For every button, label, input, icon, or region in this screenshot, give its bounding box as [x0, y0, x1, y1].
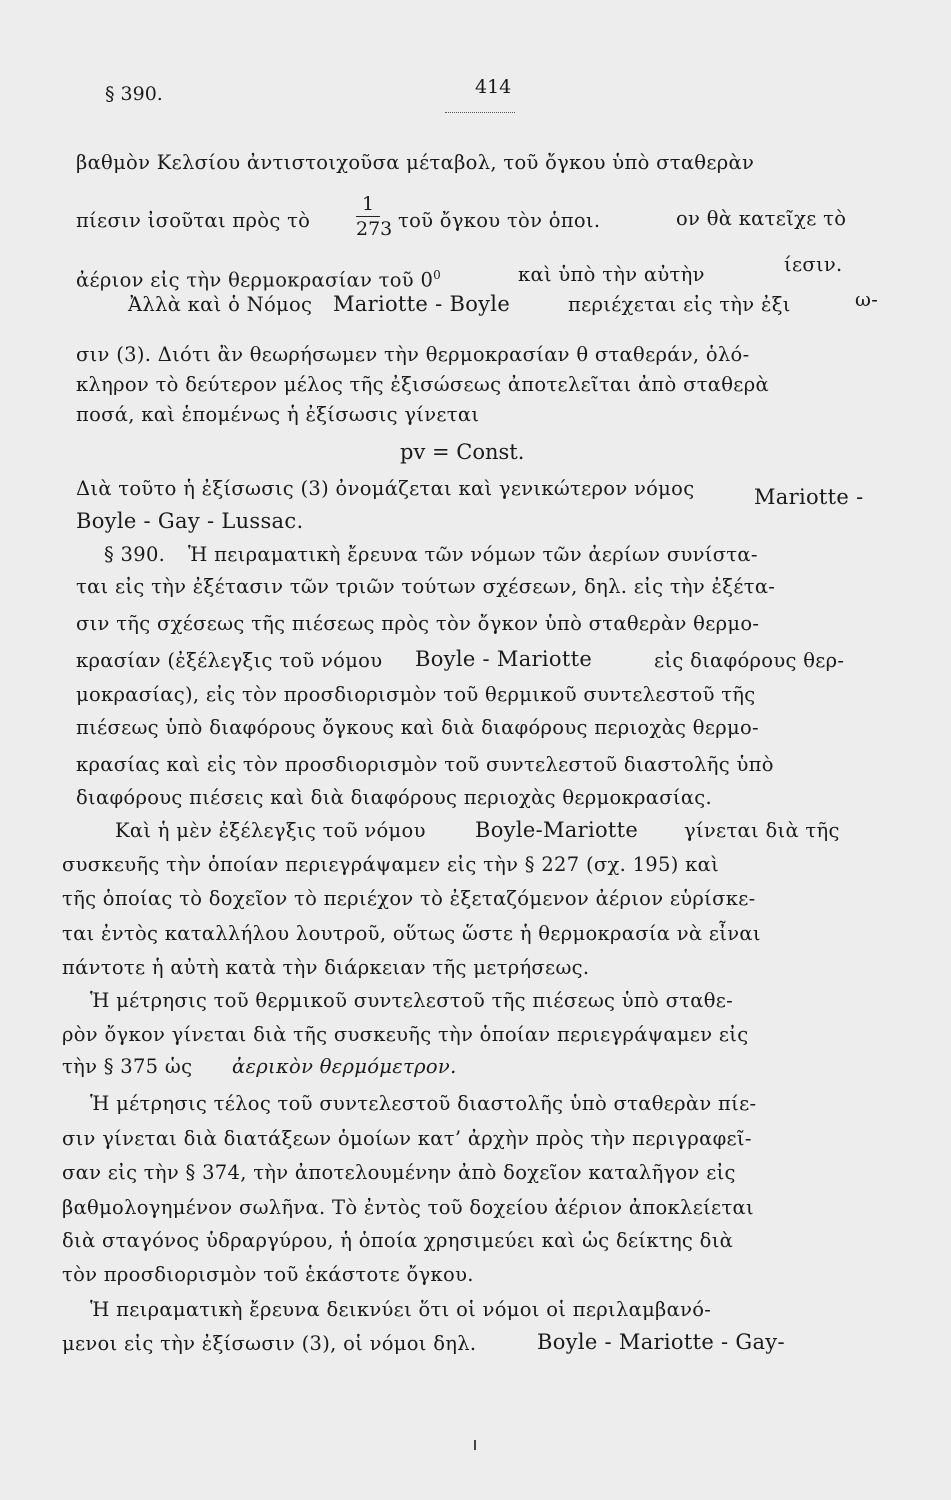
text-line-9-latin: Boyle - Gay - Lussac. [76, 509, 304, 533]
text-line-17: διαφόρους πιέσεις καὶ διὰ διαφόρους περιοχὰς θερμοκρασίας. [76, 786, 713, 809]
text-line-8a: Διὰ τοῦτο ἡ ἐξίσωσις (3) ὀνομάζεται καὶ γενικώτερον νόμος [76, 477, 695, 500]
text-line-27: σιν γίνεται διὰ διατάξεων ὁμοίων κατ’ ἀρχὴν πρὸς τὴν περιγραφεῖ- [62, 1127, 752, 1150]
text-line-30: διὰ σταγόνος ὑδραργύρου, ἡ ὁποία χρησιμεύει καὶ ὡς δείκτης διὰ [62, 1229, 734, 1252]
text-line-33a: μενοι εἰς τὴν ἐξίσωσιν (3), οἱ νόμοι δηλ. [62, 1332, 477, 1355]
text-line-2c: ον θὰ κατεῖχε τὸ [676, 207, 847, 230]
text-line-3b: καὶ ὑπὸ τὴν αὐτὴν [518, 263, 705, 286]
text-line-21: ται ἐντὸς καταλλήλου λουτροῦ, οὕτως ὥστε ἡ θερμοκρασία νὰ εἶναι [62, 922, 761, 945]
fraction-denominator: 273 [356, 218, 393, 240]
text-line-1: βαθμὸν Κελσίου ἀντιστοιχοῦσα μέταβολ, τοῦ ὄγκου ὑπὸ σταθερὰν [76, 151, 755, 174]
text-line-4a: Ἀλλὰ καὶ ὁ Νόμος [128, 293, 313, 316]
text-line-23: Ἡ μέτρησις τοῦ θερμικοῦ συντελεστοῦ τῆς πιέσεως ὑπὸ σταθε- [90, 989, 734, 1012]
text-line-29: βαθμολογημένον σωλῆνα. Τὸ ἐντὸς τοῦ δοχείου ἀέριον ἀποκλείεται [62, 1196, 754, 1219]
text-line-22: πάντοτε ἡ αὐτὴ κατὰ τὴν διάρκειαν τῆς μετρήσεως. [62, 956, 590, 979]
text-line-7: ποσά, καὶ ἑπομένως ἡ ἐξίσωσις γίνεται [76, 403, 480, 426]
text-line-25a: τὴν § 375 ὡς [62, 1055, 193, 1078]
text-line-14: μοκρασίας), εἰς τὸν προσδιορισμὸν τοῦ θερμικοῦ συντελεστοῦ τῆς [76, 683, 756, 706]
text-line-20: τῆς ὁποίας τὸ δοχεῖον τὸ περιέχον τὸ ἐξεταζόμενον ἀέριον εὑρίσκε- [62, 887, 756, 910]
text-line-3a [76, 262, 441, 294]
fraction-numerator: 1 [361, 193, 375, 215]
text-line-5: σιν (3). Διότι ἂν θεωρήσωμεν τὴν θερμοκρασίαν θ σταθεράν, ὁλό- [76, 343, 750, 366]
text-line-13b: εἰς διαφόρους θερ- [654, 649, 845, 672]
text-line-31: τὸν προσδιορισμὸν τοῦ ἑκάστοτε ὄγκου. [62, 1263, 474, 1286]
text-line-18-latin: Boyle-Mariotte [475, 818, 639, 842]
formula-pv-const: pv = Const. [400, 440, 525, 464]
section-header: § 390. [105, 83, 163, 105]
text-line-33-latin: Boyle - Mariotte - Gay- [537, 1330, 785, 1354]
text-line-25-italic: ἀερικὸν θερμόμετρον. [232, 1055, 457, 1078]
text-line-8-latin: Mariotte - [754, 485, 864, 509]
text-line-4-latin: Mariotte - Boyle [333, 292, 511, 316]
text-line-4c: ω- [855, 288, 879, 311]
bottom-mark [474, 1440, 476, 1450]
text-line-3c: ίεσιν. [784, 253, 843, 276]
text-line-18a: Καὶ ἡ μὲν ἐξέλεγξις τοῦ νόμου [115, 819, 426, 842]
fraction-1-over-273 [356, 193, 393, 240]
text-line-13-latin: Boyle - Mariotte [415, 647, 593, 671]
text-line-6: κληρον τὸ δεύτερον μέλος τῆς ἐξισώσεως ἀποτελεῖται ἀπὸ σταθερὰ [76, 373, 769, 396]
text-line-15: πιέσεως ὑπὸ διαφόρους ὄγκους καὶ διὰ διαφόρους περιοχὰς θερμο- [76, 716, 759, 739]
text-line-10a: § 390. [104, 543, 166, 566]
text-line-2b: τοῦ ὄγκου τὸν ὁποι. [398, 209, 601, 232]
page-number: 414 [475, 76, 512, 98]
text-line-10b: Ἡ πειραματικὴ ἔρευνα τῶν νόμων τῶν ἀερίων συνίστα- [188, 543, 758, 566]
text-line-13a: κρασίαν (ἐξέλεγξις τοῦ νόμου [76, 649, 383, 672]
text-line-12: σιν τῆς σχέσεως τῆς πιέσεως πρὸς τὸν ὄγκον ὑπὸ σταθερὰν θερμο- [76, 612, 760, 635]
text-line-24: ρὸν ὄγκον γίνεται διὰ τῆς συσκευῆς τὴν ὁποίαν περιεγράψαμεν εἰς [62, 1023, 749, 1046]
text-line-18b: γίνεται διὰ τῆς [684, 819, 840, 842]
text-line-28: σαν εἰς τὴν § 374, τὴν ἀποτελουμένην ἀπὸ δοχεῖον καταλῆγον εἰς [62, 1161, 736, 1184]
text-line-16: κρασίας καὶ εἰς τὸν προσδιορισμὸν τοῦ συντελεστοῦ διαστολῆς ὑπὸ [76, 753, 774, 776]
text-line-32: Ἡ πειραματικὴ ἔρευνα δεικνύει ὅτι οἱ νόμοι οἱ περιλαμβανό- [90, 1298, 712, 1321]
header-rule [445, 112, 515, 113]
degree-superscript: 0 [433, 268, 442, 282]
text-line-11: ται εἰς τὴν ἐξέτασιν τῶν τριῶν τούτων σχέσεων, δηλ. εἰς τὴν ἐξέτα- [76, 575, 776, 598]
fraction-bar [356, 216, 380, 217]
text-line-19: συσκευῆς τὴν ὁποίαν περιεγράψαμεν εἰς τὴν § 227 (σχ. 195) καὶ [62, 853, 720, 876]
text-line-26: Ἡ μέτρησις τέλος τοῦ συντελεστοῦ διαστολῆς ὑπὸ σταθερὰν πίε- [90, 1092, 757, 1115]
text-line-4b: περιέχεται εἰς τὴν ἐξι [568, 293, 791, 316]
text-line-2a: πίεσιν ἰσοῦται πρὸς τὸ [76, 209, 311, 232]
text-line-3a-text: ἀέριον εἰς τὴν θερμοκρασίαν τοῦ 0 [76, 268, 434, 292]
